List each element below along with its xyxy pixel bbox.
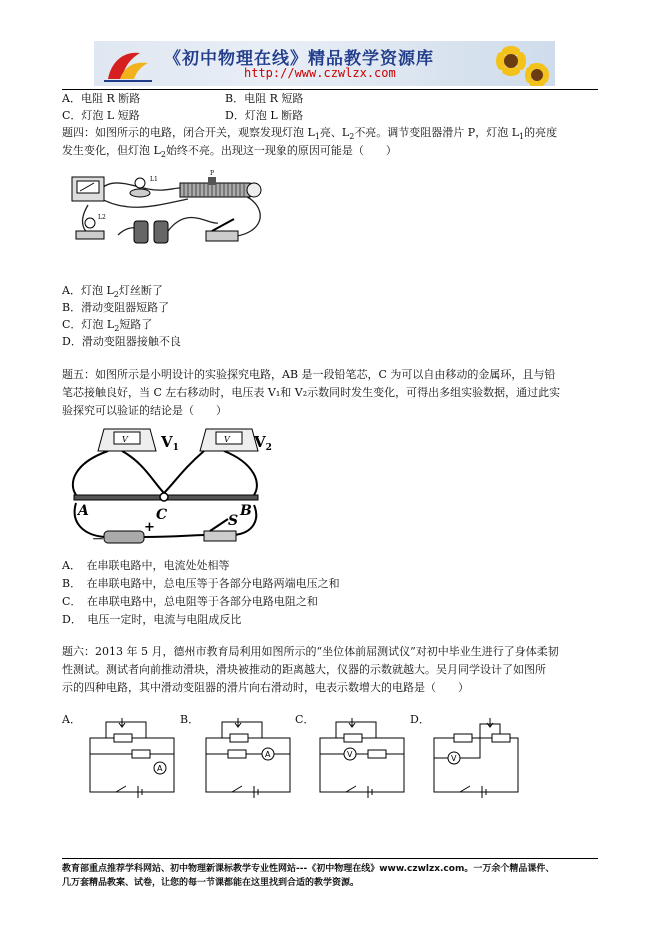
label-v2: $V_2$ (254, 433, 272, 453)
q4-label: 题四： (62, 126, 95, 139)
footer-line1: 教育部重点推荐学科网站、初中物理新课标教学专业性网站---《初中物理在线》www.czwlzx.com。一万余个精品课件、 (62, 864, 555, 874)
label-c: C (156, 507, 168, 523)
footer-line2: 几万套精品教案、试卷，让您的每一节课都能在这里找到合适的教学资源。 (62, 878, 360, 888)
q3-option-d: D．灯泡 L 断路 (225, 109, 304, 122)
q4-stem-line2: 发生变化，但灯泡 $L_2$始终不亮。出现这一现象的原因可能是（ ） (62, 144, 397, 160)
q5-option-d: D． 电压一定时，电流与电阻成反比 (62, 613, 242, 626)
circuit-d (426, 712, 526, 802)
circuit-a-meter-symbol: A (157, 764, 163, 773)
q3-option-c: C．灯泡 L 短路 (62, 109, 140, 122)
q4-circuit-figure (68, 165, 278, 255)
q4-option-a: A．灯泡 $L_2$灯丝断了 (62, 284, 163, 300)
v1-meter-face: V (122, 435, 128, 444)
circuit-c-meter-symbol: V (347, 750, 353, 759)
label-a: A (78, 503, 89, 519)
header-divider (62, 89, 598, 90)
q6-stem-line3: 示的四种电路，其中滑动变阻器的滑片向右滑动时，电表示数增大的电路是（ ） (62, 681, 469, 694)
label-plus: + (144, 520, 155, 535)
q4-option-c: C．灯泡 $L_2$短路了 (62, 318, 153, 334)
q5-option-c: C． 在串联电路中，总电阻等于各部分电路电阻之和 (62, 595, 318, 608)
q5-stem-line3: 验探究可以验证的结论是（ ） (62, 404, 227, 417)
circuit-b (198, 712, 298, 802)
circuit-a-label: A． (62, 713, 81, 726)
circuit-d-meter-symbol: V (451, 754, 457, 763)
label-l1: L1 (150, 176, 158, 183)
q3-option-a: A．电阻 R 断路 (62, 92, 141, 105)
header-banner (94, 41, 555, 86)
circuit-c (312, 712, 412, 802)
q5-option-a: A． 在串联电路中，电流处处相等 (62, 559, 230, 572)
label-p: P (210, 170, 215, 177)
q4-option-d: D．滑动变阻器接触不良 (62, 335, 181, 348)
q5-stem-line1: 题五：如图所示是小明设计的实验探究电路，AB 是一段铅笔芯，C 为可以自由移动的金属环，且与铅 (62, 368, 556, 381)
v2-meter-face: V (224, 435, 230, 444)
q4-option-b: B．滑动变阻器短路了 (62, 301, 170, 314)
banner-title: 《初中物理在线》精品教学资源库 (164, 49, 434, 69)
label-minus: － (92, 532, 105, 546)
q5-option-b: B． 在串联电路中，总电压等于各部分电路两端电压之和 (62, 577, 340, 590)
q3-option-b: B．电阻 R 短路 (225, 92, 304, 105)
sunflower-icon (489, 41, 555, 86)
label-l2: L2 (98, 214, 106, 221)
circuit-b-meter-symbol: A (265, 750, 271, 759)
circuit-a (82, 712, 182, 802)
q5-circuit-figure (64, 423, 274, 553)
logo-icon (100, 45, 160, 83)
label-s: S (228, 513, 239, 529)
label-v1: $V_1$ (161, 433, 179, 453)
label-b: B (240, 503, 252, 519)
circuit-d-label: D． (410, 713, 430, 726)
q5-stem-line2: 笔芯接触良好，当 C 左右移动时，电压表 V₁和 V₂示数同时发生变化，可得出多组实验数据，通过此实 (62, 386, 561, 399)
banner-url[interactable]: http://www.czwlzx.com (244, 66, 396, 80)
q6-stem-line1: 题六：2013 年 5 月，德州市教育局利用如图所示的“坐位体前屈测试仪”对初中毕业生进行了身体柔韧 (62, 645, 559, 658)
footer-divider (62, 858, 598, 859)
q4-stem-line1: 题四：如图所示的电路，闭合开关，观察发现灯泡 $L_1$亮、$L_2$不亮。调节变阻器滑片 P，灯泡 $L_1$的亮度 (62, 126, 558, 142)
circuit-b-label: B． (180, 713, 200, 726)
circuit-c-label: C． (295, 713, 315, 726)
q6-stem-line2: 性测试。测试者向前推动滑块，滑块被推动的距离越大，仪器的示数就越大。吴月同学设计了如图所 (62, 663, 546, 676)
